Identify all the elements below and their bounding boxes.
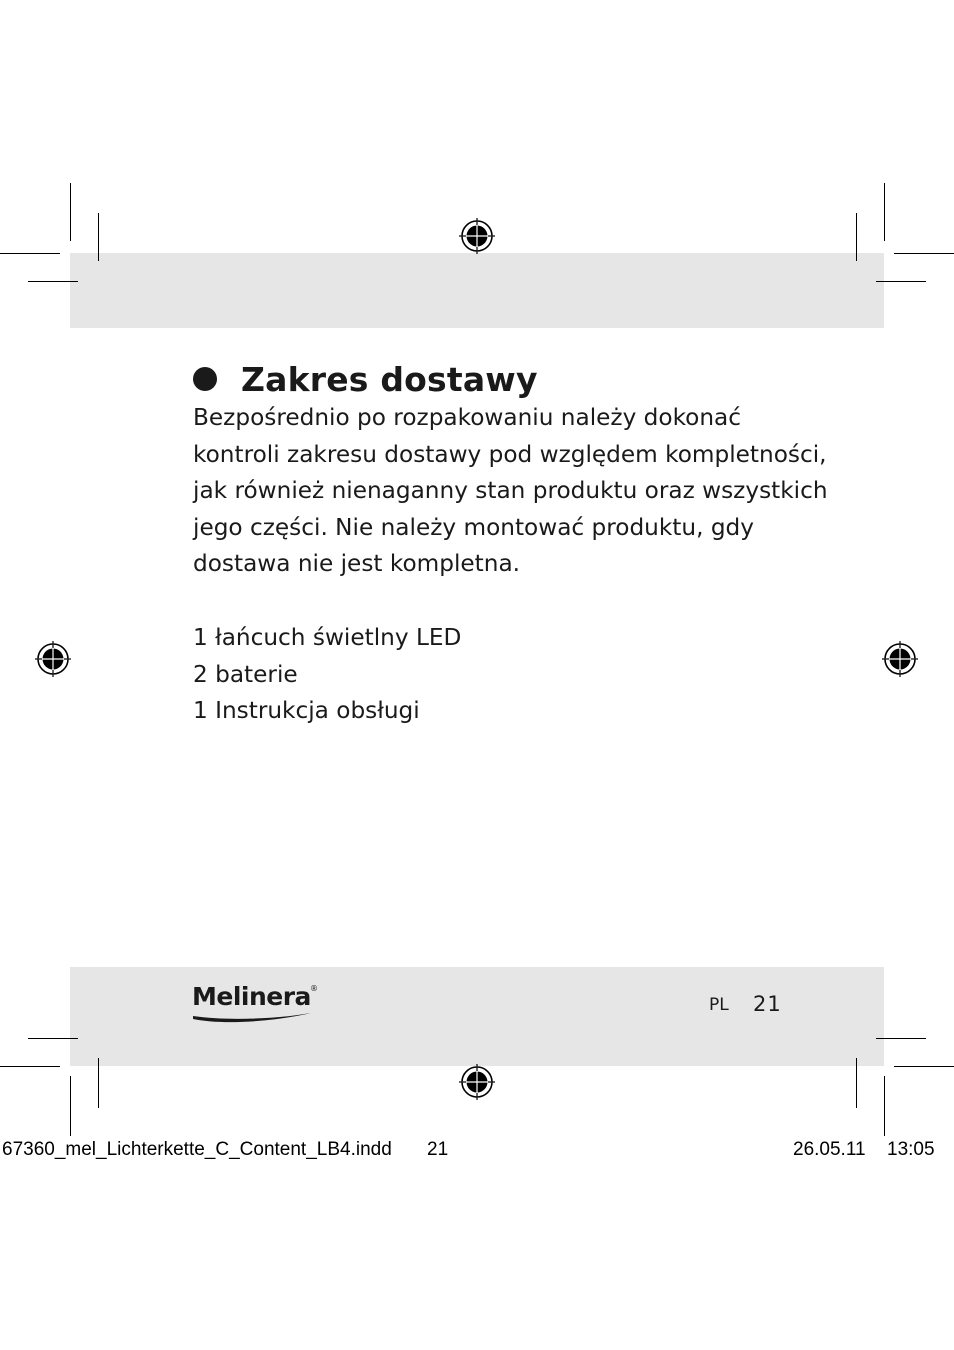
crop-mark — [856, 213, 857, 261]
brand-logo — [192, 982, 322, 1028]
crop-mark — [28, 281, 78, 282]
crop-mark — [894, 253, 954, 254]
header-band — [70, 253, 884, 328]
section-heading — [193, 357, 538, 401]
registration-mark-icon — [33, 639, 73, 679]
crop-mark — [28, 1038, 78, 1039]
crop-mark — [70, 183, 71, 241]
crop-mark — [876, 281, 926, 282]
crop-mark — [894, 1066, 954, 1067]
crop-mark — [0, 253, 60, 254]
slug-date: 26.05.11 — [793, 1139, 866, 1160]
crop-mark — [876, 1038, 926, 1039]
list-item: 1 Instrukcja obsługi — [193, 697, 420, 725]
delivery-list — [193, 620, 461, 730]
crop-mark — [884, 183, 885, 241]
list-item: 1 łańcuch świetlny LED — [193, 624, 462, 651]
registered-mark: ® — [310, 984, 318, 993]
logo-swoosh-icon — [192, 1010, 312, 1024]
slug-page: 21 — [427, 1139, 449, 1160]
page-title: Zakres dostawy — [241, 359, 538, 399]
crop-mark — [0, 1066, 60, 1067]
registration-mark-icon — [457, 216, 497, 256]
crop-mark — [856, 1058, 857, 1108]
list-item: 2 baterie — [193, 660, 298, 688]
slug-time: 13:05 — [887, 1139, 935, 1160]
crop-mark — [70, 1076, 71, 1136]
crop-mark — [98, 213, 99, 261]
language-code: PL — [709, 995, 729, 1015]
crop-mark — [98, 1058, 99, 1108]
registration-mark-icon — [457, 1062, 497, 1102]
registration-mark-icon — [880, 639, 920, 679]
brand-name: Melinera — [192, 982, 311, 1011]
crop-mark — [884, 1076, 885, 1136]
slug-filename: 67360_mel_Lichterkette_C_Content_LB4.indd — [2, 1139, 392, 1160]
bullet-icon — [193, 367, 217, 391]
intro-paragraph: Bezpośrednio po rozpakowaniu należy dokonać kontroli zakresu dostawy pod względem kompletności, jak również nienaganny stan produktu oraz wszystkich jego części. Nie należy montować produktu, gdy dostawa nie jest kompletna. — [193, 404, 828, 578]
page-number: 21 — [753, 992, 782, 1016]
